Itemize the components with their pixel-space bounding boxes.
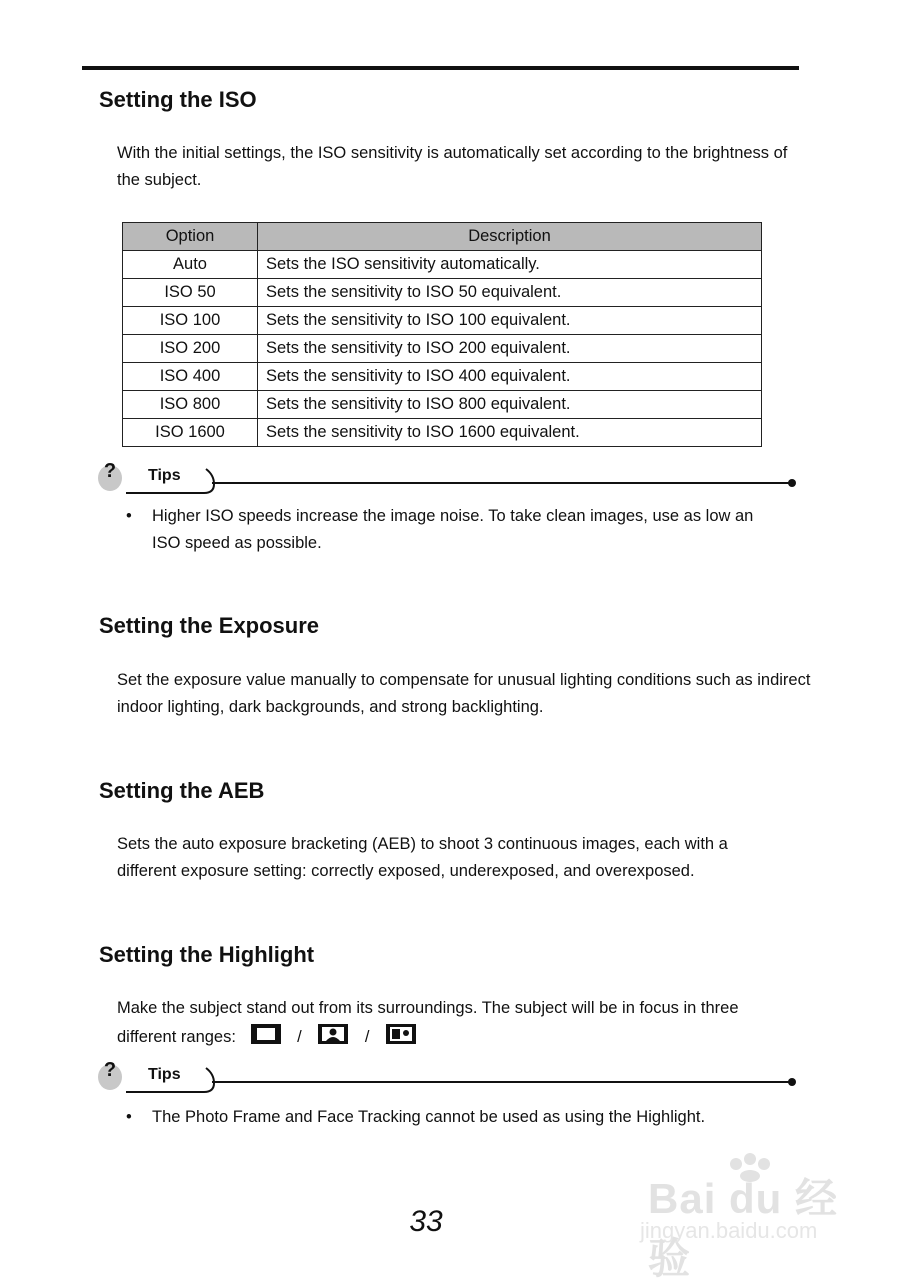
header-description: Description (258, 223, 762, 251)
question-mark-icon: ? (98, 1064, 122, 1090)
table-row (123, 279, 762, 307)
question-mark-icon: ? (98, 465, 122, 491)
table-row (123, 335, 762, 363)
table-row (123, 419, 762, 447)
header-option: Option (123, 223, 258, 251)
highlight-range-portrait-icon (318, 1024, 348, 1054)
table-row (123, 307, 762, 335)
description-cell: Sets the sensitivity to ISO 800 equivalent. (258, 391, 762, 419)
watermark-site: jingyan.baidu.com (640, 1218, 818, 1243)
table-row (123, 363, 762, 391)
option-cell: ISO 400 (123, 363, 258, 391)
description-cell: Sets the sensitivity to ISO 50 equivalent. (258, 279, 762, 307)
section-title-highlight: Setting the Highlight (99, 942, 315, 967)
highlight-ranges (117, 1022, 426, 1054)
description-cell: Sets the sensitivity to ISO 200 equivalent. (258, 335, 762, 363)
bullet-mark: • (126, 1108, 132, 1126)
tips-rule (212, 1081, 790, 1083)
description-cell: Sets the sensitivity to ISO 1600 equivalent. (258, 419, 762, 447)
iso-options-table (122, 222, 762, 447)
option-cell: ISO 50 (123, 279, 258, 307)
table-row (123, 391, 762, 419)
section-title-exposure: Setting the Exposure (99, 613, 320, 638)
highlight-range-side-icon (386, 1024, 416, 1054)
description-cell: Sets the sensitivity to ISO 100 equivalent. (258, 307, 762, 335)
exposure-text: Set the exposure value manually to compensate for unusual lighting conditions such as indirect indoor lighting, dark backgrounds, and strong backlighting. (117, 671, 811, 716)
tips-rule (212, 482, 790, 484)
range-separator: / (364, 1028, 370, 1046)
list-item (126, 1104, 786, 1131)
ranges-label: different ranges: (117, 1028, 236, 1046)
tips-header-highlight (98, 1059, 798, 1094)
section-title-aeb: Setting the AEB (99, 778, 265, 803)
range-separator: / (297, 1028, 302, 1046)
tips-label: Tips (148, 467, 181, 484)
table-row (123, 251, 762, 279)
option-cell: Auto (123, 251, 258, 279)
iso-intro: With the initial settings, the ISO sensitivity is automatically set according to the brightness of the subject. (117, 144, 788, 189)
option-cell: ISO 1600 (123, 419, 258, 447)
section-title-iso: Setting the ISO (99, 87, 257, 112)
tips-rule-end-dot (788, 1078, 796, 1086)
tips-header-iso (98, 460, 798, 495)
highlight-tip-text: The Photo Frame and Face Tracking cannot be used as using the Highlight. (152, 1108, 706, 1126)
highlight-range-wide-icon (251, 1024, 281, 1054)
highlight-text: Make the subject stand out from its surroundings. The subject will be in focus in three (117, 999, 739, 1017)
watermark (640, 1152, 865, 1282)
description-cell: Sets the sensitivity to ISO 400 equivalent. (258, 363, 762, 391)
page-number: 33 (409, 1205, 443, 1238)
bullet-mark: • (126, 507, 132, 525)
option-cell: ISO 200 (123, 335, 258, 363)
aeb-text: Sets the auto exposure bracketing (AEB) to shoot 3 continuous images, each with a different exposure setting: correctly exposed, underexposed, and overexposed. (117, 835, 728, 880)
description-cell: Sets the ISO sensitivity automatically. (258, 251, 762, 279)
option-cell: ISO 100 (123, 307, 258, 335)
tips-rule-end-dot (788, 479, 796, 487)
watermark-brand: Bai du 经验 (648, 1175, 839, 1282)
table-header-row (123, 223, 762, 251)
iso-tip-text: Higher ISO speeds increase the image noise. To take clean images, use as low an ISO speed as possible. (152, 507, 754, 552)
tips-label: Tips (148, 1066, 181, 1083)
option-cell: ISO 800 (123, 391, 258, 419)
list-item (126, 503, 786, 557)
top-rule (82, 66, 799, 70)
